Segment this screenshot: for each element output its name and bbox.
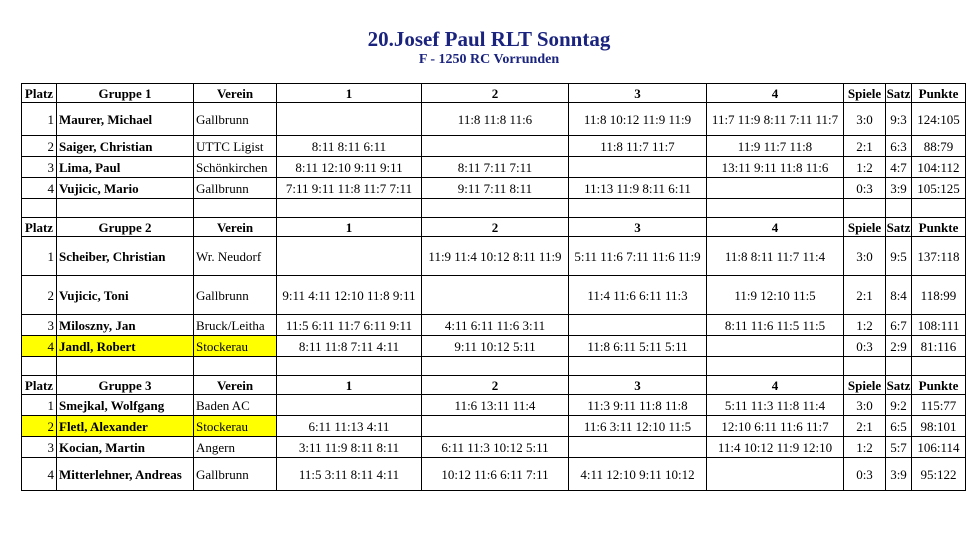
club-name-text: Stockerau	[196, 418, 248, 434]
satz-cell-text: 6:7	[890, 317, 907, 333]
col-header-4: 4	[707, 218, 844, 237]
spiele-cell	[844, 315, 886, 336]
platz-cell	[22, 458, 57, 491]
player-name-text: Scheiber, Christian	[59, 248, 166, 264]
punkte-cell-text: 106:114	[917, 439, 960, 455]
club-name	[194, 336, 277, 357]
player-name	[57, 416, 194, 437]
result-2	[422, 315, 569, 336]
platz-cell	[22, 157, 57, 178]
result-2	[422, 237, 569, 276]
player-name	[57, 315, 194, 336]
result-3	[569, 178, 707, 199]
player-row	[22, 237, 966, 276]
player-row	[22, 276, 966, 315]
group-spacer	[22, 357, 966, 376]
result-3	[569, 157, 707, 178]
result-2-text: 6:11 11:3 10:12 5:11	[441, 439, 549, 455]
result-2	[422, 276, 569, 315]
result-1	[277, 336, 422, 357]
col-header-3: 3	[569, 376, 707, 395]
platz-cell-text: 1	[47, 397, 54, 413]
club-name	[194, 103, 277, 136]
punkte-cell	[912, 416, 966, 437]
result-2	[422, 458, 569, 491]
result-1	[277, 395, 422, 416]
result-2-text: 4:11 6:11 11:6 3:11	[444, 317, 546, 333]
result-1	[277, 276, 422, 315]
spiele-cell-text: 2:1	[856, 138, 873, 154]
col-header-3: 3	[569, 218, 707, 237]
col-header-satz: Satz	[886, 85, 911, 101]
spacer-cell	[277, 199, 422, 218]
result-2	[422, 178, 569, 199]
col-header-verein: Verein	[194, 218, 277, 237]
punkte-cell	[912, 178, 966, 199]
result-2-text: 11:8 11:8 11:6	[457, 111, 533, 127]
spiele-cell	[844, 136, 886, 157]
club-name	[194, 237, 277, 276]
player-name	[57, 336, 194, 357]
col-header-satz: Satz	[886, 219, 911, 235]
spacer-cell	[569, 199, 707, 218]
punkte-cell-text: 124:105	[917, 111, 960, 127]
satz-cell	[886, 416, 912, 437]
player-name-text: Vujicic, Toni	[59, 287, 129, 303]
punkte-cell-text: 95:122	[920, 466, 957, 482]
platz-cell	[22, 336, 57, 357]
result-2	[422, 136, 569, 157]
player-row	[22, 458, 966, 491]
punkte-cell	[912, 437, 966, 458]
result-3	[569, 416, 707, 437]
satz-cell-text: 8:4	[890, 287, 907, 303]
spiele-cell-text: 1:2	[856, 159, 873, 175]
result-4	[707, 416, 844, 437]
result-4	[707, 157, 844, 178]
spacer-cell	[422, 357, 569, 376]
result-4	[707, 437, 844, 458]
result-4	[707, 103, 844, 136]
player-name-text: Jandl, Robert	[59, 338, 136, 354]
col-header-1: 1	[277, 376, 422, 395]
spacer-cell	[22, 357, 57, 376]
col-header-punkte: Punkte	[912, 376, 966, 395]
spiele-cell	[844, 458, 886, 491]
club-name	[194, 276, 277, 315]
player-name	[57, 437, 194, 458]
result-1-text: 8:11 12:10 9:11 9:11	[295, 159, 403, 175]
spiele-cell-text: 0:3	[856, 180, 873, 196]
platz-cell-text: 1	[47, 111, 54, 127]
club-name-text: Baden AC	[196, 397, 250, 413]
spiele-cell-text: 3:0	[856, 397, 873, 413]
platz-cell	[22, 136, 57, 157]
result-2	[422, 336, 569, 357]
result-4-text: 11:9 12:10 11:5	[734, 287, 816, 303]
player-name	[57, 103, 194, 136]
satz-cell-text: 3:9	[890, 466, 907, 482]
col-header-punkte: Punkte	[912, 84, 966, 103]
club-name	[194, 416, 277, 437]
platz-cell-text: 2	[47, 138, 54, 154]
result-3	[569, 237, 707, 276]
club-name	[194, 395, 277, 416]
player-name-text: Vujicic, Mario	[59, 180, 139, 196]
result-3-text: 11:13 11:9 8:11 6:11	[584, 180, 691, 196]
player-name-text: Smejkal, Wolfgang	[59, 397, 165, 413]
col-header-2: 2	[422, 376, 569, 395]
result-3-text: 11:6 3:11 12:10 11:5	[583, 418, 692, 434]
result-2	[422, 437, 569, 458]
club-name-text: Gallbrunn	[196, 111, 249, 127]
platz-cell	[22, 237, 57, 276]
satz-cell-text: 9:2	[890, 397, 907, 413]
spacer-cell	[277, 357, 422, 376]
club-name	[194, 315, 277, 336]
player-name	[57, 178, 194, 199]
page-subtitle: F - 1250 RC Vorrunden	[418, 52, 560, 67]
result-3-text: 11:4 11:6 6:11 11:3	[587, 287, 688, 303]
satz-cell-text: 4:7	[890, 159, 907, 175]
satz-cell	[886, 136, 912, 157]
satz-cell-text: 6:5	[890, 418, 907, 434]
spacer-cell	[57, 357, 194, 376]
punkte-cell	[912, 276, 966, 315]
spiele-cell	[844, 103, 886, 136]
result-4-text: 8:11 11:6 11:5 11:5	[724, 317, 826, 333]
platz-cell	[22, 178, 57, 199]
results-table	[21, 83, 966, 491]
col-header-satz: Satz	[886, 377, 911, 393]
result-4	[707, 395, 844, 416]
platz-cell	[22, 276, 57, 315]
club-name-text: Gallbrunn	[196, 287, 249, 303]
punkte-cell-text: 88:79	[923, 138, 954, 154]
result-2	[422, 157, 569, 178]
spiele-cell-text: 3:0	[856, 111, 873, 127]
punkte-cell	[912, 237, 966, 276]
spiele-cell	[844, 178, 886, 199]
col-header-platz: Platz	[22, 218, 57, 237]
result-1-text: 7:11 9:11 11:8 11:7 7:11	[285, 180, 413, 196]
club-name-text: UTTC Ligist	[196, 138, 264, 154]
punkte-cell	[912, 136, 966, 157]
result-3	[569, 103, 707, 136]
result-1	[277, 237, 422, 276]
club-name-text: Schönkirchen	[196, 159, 268, 175]
result-1	[277, 157, 422, 178]
result-1-text: 8:11 11:8 7:11 4:11	[298, 338, 400, 354]
player-name	[57, 395, 194, 416]
spacer-cell	[422, 199, 569, 218]
result-4	[707, 336, 844, 357]
satz-cell	[886, 395, 912, 416]
group-spacer	[22, 199, 966, 218]
result-1-text: 8:11 8:11 6:11	[311, 138, 387, 154]
spiele-cell	[844, 276, 886, 315]
club-name-text: Wr. Neudorf	[196, 248, 262, 264]
col-header-2: 2	[422, 84, 569, 103]
punkte-cell	[912, 157, 966, 178]
col-header-spiele: Spiele	[844, 84, 886, 103]
player-name	[57, 276, 194, 315]
result-4-text: 11:4 10:12 11:9 12:10	[717, 439, 833, 455]
result-1-text: 11:5 3:11 8:11 4:11	[298, 466, 400, 482]
club-name	[194, 437, 277, 458]
player-name-text: Kocian, Martin	[59, 439, 145, 455]
club-name-text: Angern	[196, 439, 235, 455]
result-2-text: 8:11 7:11 7:11	[457, 159, 533, 175]
punkte-cell-text: 98:101	[920, 418, 957, 434]
col-header-2: 2	[422, 218, 569, 237]
spacer-cell	[886, 357, 912, 376]
spacer-cell	[886, 199, 912, 218]
punkte-cell-text: 104:112	[917, 159, 960, 175]
result-2-text: 11:9 11:4 10:12 8:11 11:9	[428, 248, 562, 264]
punkte-cell-text: 115:77	[920, 397, 957, 413]
result-3	[569, 437, 707, 458]
player-name-text: Lima, Paul	[59, 159, 121, 175]
col-header-3: 3	[569, 84, 707, 103]
group-header-row	[22, 84, 966, 103]
page-title: 20.Josef Paul RLT Sonntag	[367, 27, 611, 51]
platz-cell-text: 1	[47, 248, 54, 264]
spacer-cell	[844, 357, 886, 376]
spiele-cell-text: 2:1	[856, 287, 873, 303]
platz-cell-text: 4	[47, 466, 54, 482]
result-2	[422, 416, 569, 437]
spiele-cell	[844, 336, 886, 357]
spacer-cell	[844, 199, 886, 218]
player-row	[22, 136, 966, 157]
result-2-text: 10:12 11:6 6:11 7:11	[441, 466, 549, 482]
result-3-text: 11:3 9:11 11:8 11:8	[587, 397, 688, 413]
player-name-text: Fletl, Alexander	[59, 418, 148, 434]
satz-cell	[886, 157, 912, 178]
result-1-text: 9:11 4:11 12:10 11:8 9:11	[282, 287, 416, 303]
col-header-verein: Verein	[194, 376, 277, 395]
result-4-text: 11:8 8:11 11:7 11:4	[724, 248, 826, 264]
spacer-cell	[57, 199, 194, 218]
punkte-cell	[912, 458, 966, 491]
punkte-cell-text: 137:118	[917, 248, 960, 264]
player-row	[22, 178, 966, 199]
satz-cell	[886, 315, 912, 336]
col-header-4: 4	[707, 84, 844, 103]
spiele-cell-text: 0:3	[856, 466, 873, 482]
player-row	[22, 395, 966, 416]
spacer-cell	[194, 199, 277, 218]
platz-cell	[22, 416, 57, 437]
player-name	[57, 237, 194, 276]
satz-cell-text: 9:5	[890, 248, 907, 264]
platz-cell-text: 4	[47, 338, 54, 354]
col-header-gruppe: Gruppe 2	[57, 218, 194, 237]
player-row	[22, 157, 966, 178]
result-1	[277, 103, 422, 136]
spacer-cell	[912, 357, 966, 376]
spiele-cell-text: 2:1	[856, 418, 873, 434]
spiele-cell	[844, 395, 886, 416]
col-header-4: 4	[707, 376, 844, 395]
satz-cell-text: 3:9	[890, 180, 907, 196]
group-header-row	[22, 218, 966, 237]
spiele-cell-text: 3:0	[856, 248, 873, 264]
player-row	[22, 416, 966, 437]
col-header-verein: Verein	[194, 84, 277, 103]
spacer-cell	[912, 199, 966, 218]
result-3-text: 11:8 10:12 11:9 11:9	[583, 111, 692, 127]
player-row	[22, 103, 966, 136]
satz-cell	[886, 237, 912, 276]
col-header-platz: Platz	[22, 376, 57, 395]
result-4	[707, 315, 844, 336]
player-name	[57, 458, 194, 491]
punkte-cell-text: 105:125	[917, 180, 960, 196]
result-3	[569, 276, 707, 315]
spiele-cell-text: 1:2	[856, 439, 873, 455]
punkte-cell-text: 81:116	[920, 338, 957, 354]
club-name	[194, 157, 277, 178]
result-2	[422, 103, 569, 136]
result-3	[569, 315, 707, 336]
spiele-cell	[844, 237, 886, 276]
result-4	[707, 458, 844, 491]
punkte-cell	[912, 395, 966, 416]
platz-cell-text: 3	[47, 159, 54, 175]
club-name-text: Bruck/Leitha	[196, 317, 265, 333]
result-3	[569, 395, 707, 416]
result-2-text: 9:11 10:12 5:11	[454, 338, 536, 354]
spacer-cell	[707, 357, 844, 376]
player-row	[22, 315, 966, 336]
result-4-text: 11:7 11:9 8:11 7:11 11:7	[711, 111, 839, 127]
satz-cell	[886, 276, 912, 315]
result-4-text: 12:10 6:11 11:6 11:7	[721, 418, 829, 434]
result-2-text: 11:6 13:11 11:4	[454, 397, 536, 413]
satz-cell	[886, 437, 912, 458]
result-2-text: 9:11 7:11 8:11	[457, 180, 533, 196]
result-1-text: 11:5 6:11 11:7 6:11 9:11	[285, 317, 413, 333]
satz-cell-text: 6:3	[890, 138, 907, 154]
result-4-text: 11:9 11:7 11:8	[737, 138, 813, 154]
satz-cell-text: 9:3	[890, 111, 907, 127]
spiele-cell-text: 0:3	[856, 338, 873, 354]
spacer-cell	[22, 199, 57, 218]
result-3	[569, 458, 707, 491]
platz-cell-text: 3	[47, 439, 54, 455]
result-1-text: 3:11 11:9 8:11 8:11	[298, 439, 400, 455]
player-name	[57, 136, 194, 157]
spacer-cell	[194, 357, 277, 376]
club-name	[194, 458, 277, 491]
punkte-cell	[912, 315, 966, 336]
result-4	[707, 276, 844, 315]
result-1	[277, 458, 422, 491]
col-header-platz: Platz	[22, 84, 57, 103]
result-4	[707, 237, 844, 276]
club-name-text: Gallbrunn	[196, 180, 249, 196]
spiele-cell	[844, 157, 886, 178]
spacer-cell	[707, 199, 844, 218]
player-row	[22, 336, 966, 357]
punkte-cell-text: 108:111	[917, 317, 960, 333]
punkte-cell-text: 118:99	[920, 287, 957, 303]
result-4	[707, 136, 844, 157]
club-name-text: Stockerau	[196, 338, 248, 354]
satz-cell	[886, 103, 912, 136]
player-name-text: Miloszny, Jan	[59, 317, 136, 333]
player-name	[57, 157, 194, 178]
platz-cell-text: 2	[47, 418, 54, 434]
platz-cell	[22, 437, 57, 458]
result-1	[277, 416, 422, 437]
col-header-1: 1	[277, 218, 422, 237]
col-header-1: 1	[277, 84, 422, 103]
result-1	[277, 437, 422, 458]
spiele-cell	[844, 416, 886, 437]
result-3	[569, 336, 707, 357]
result-3-text: 11:8 11:7 11:7	[600, 138, 675, 154]
result-3-text: 11:8 6:11 5:11 5:11	[587, 338, 688, 354]
result-3-text: 4:11 12:10 9:11 10:12	[580, 466, 695, 482]
col-header-punkte: Punkte	[912, 218, 966, 237]
result-4-text: 5:11 11:3 11:8 11:4	[724, 397, 826, 413]
platz-cell	[22, 103, 57, 136]
player-row	[22, 437, 966, 458]
spiele-cell	[844, 437, 886, 458]
punkte-cell	[912, 103, 966, 136]
platz-cell	[22, 315, 57, 336]
result-1	[277, 315, 422, 336]
club-name	[194, 178, 277, 199]
punkte-cell	[912, 336, 966, 357]
result-4-text: 13:11 9:11 11:8 11:6	[721, 159, 829, 175]
col-header-gruppe: Gruppe 1	[57, 84, 194, 103]
col-header-gruppe: Gruppe 3	[57, 376, 194, 395]
result-3	[569, 136, 707, 157]
spacer-cell	[569, 357, 707, 376]
platz-cell-text: 4	[47, 180, 54, 196]
group-header-row	[22, 376, 966, 395]
satz-cell	[886, 458, 912, 491]
result-3-text: 5:11 11:6 7:11 11:6 11:9	[574, 248, 701, 264]
club-name	[194, 136, 277, 157]
result-1-text: 6:11 11:13 4:11	[308, 418, 390, 434]
platz-cell-text: 3	[47, 317, 54, 333]
player-name-text: Maurer, Michael	[59, 111, 153, 127]
result-4	[707, 178, 844, 199]
club-name-text: Gallbrunn	[196, 466, 249, 482]
satz-cell-text: 2:9	[890, 338, 907, 354]
platz-cell-text: 2	[47, 287, 54, 303]
spiele-cell-text: 1:2	[856, 317, 873, 333]
player-name-text: Mitterlehner, Andreas	[59, 466, 182, 482]
satz-cell	[886, 178, 912, 199]
satz-cell	[886, 336, 912, 357]
col-header-spiele: Spiele	[844, 218, 886, 237]
result-1	[277, 136, 422, 157]
satz-cell-text: 5:7	[890, 439, 907, 455]
player-name-text: Saiger, Christian	[59, 138, 153, 154]
platz-cell	[22, 395, 57, 416]
result-1	[277, 178, 422, 199]
result-2	[422, 395, 569, 416]
col-header-spiele: Spiele	[844, 376, 886, 395]
